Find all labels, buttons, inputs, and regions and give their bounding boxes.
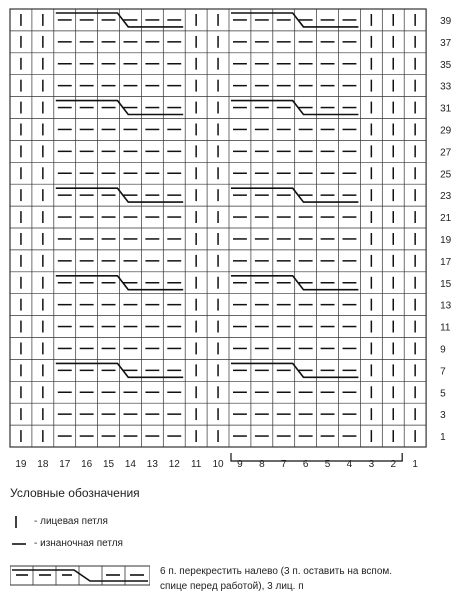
column-label: 3 [368, 459, 375, 470]
row-label: 31 [440, 103, 451, 115]
column-label: 15 [102, 459, 115, 470]
column-label: 4 [346, 459, 353, 470]
column-label: 19 [15, 459, 27, 470]
row-label: 13 [440, 300, 451, 312]
row-label: 39 [440, 15, 451, 27]
row-label: 25 [440, 169, 451, 181]
row-label: 15 [440, 278, 451, 290]
column-label: 14 [124, 459, 137, 470]
row-label: 5 [440, 388, 446, 400]
row-label: 33 [440, 81, 451, 93]
row-label: 3 [440, 410, 446, 422]
repeat-bracket [231, 453, 402, 461]
row-label: 35 [440, 59, 451, 71]
column-label: 5 [324, 459, 331, 470]
cable-cross-left-icon [10, 564, 150, 586]
column-label: 1 [412, 459, 418, 470]
column-label: 18 [37, 459, 49, 470]
column-label: 8 [259, 459, 265, 470]
column-label: 13 [146, 459, 158, 470]
row-label: 21 [440, 213, 451, 225]
row-label: 29 [440, 125, 451, 137]
column-label: 7 [280, 459, 287, 470]
column-label: 17 [59, 459, 71, 470]
chart-symbols [21, 13, 415, 461]
row-label: 23 [440, 191, 451, 203]
row-label: 17 [440, 256, 451, 268]
chart-grid [10, 9, 426, 447]
column-label: 9 [237, 459, 243, 470]
row-label: 37 [440, 37, 451, 49]
legend-title: Условные обозначения [10, 486, 140, 500]
row-label: 19 [440, 234, 451, 246]
row-label: 7 [440, 366, 446, 378]
legend-cable-line1: 6 п. перекрестить налево (3 п. оставить на вспом. [160, 566, 393, 577]
row-label: 27 [440, 147, 451, 159]
purl-stitch-icon [10, 536, 30, 552]
column-label: 2 [390, 459, 397, 470]
column-label: 6 [302, 459, 309, 470]
column-label: 10 [212, 459, 224, 470]
column-label: 12 [168, 459, 180, 470]
column-label: 16 [81, 459, 93, 470]
row-label: 11 [440, 322, 451, 334]
legend-cable-line2: спице перед работой), 3 лиц. п [160, 581, 304, 592]
row-label: 1 [440, 432, 446, 444]
legend [10, 486, 446, 592]
row-label: 9 [440, 344, 446, 356]
legend-knit-label: - лицевая петля [34, 516, 108, 527]
legend-purl-label: - изнаночная петля [34, 538, 123, 549]
column-label: 11 [190, 459, 202, 470]
row-number-labels [440, 16, 451, 443]
knit-stitch-icon [10, 514, 22, 530]
